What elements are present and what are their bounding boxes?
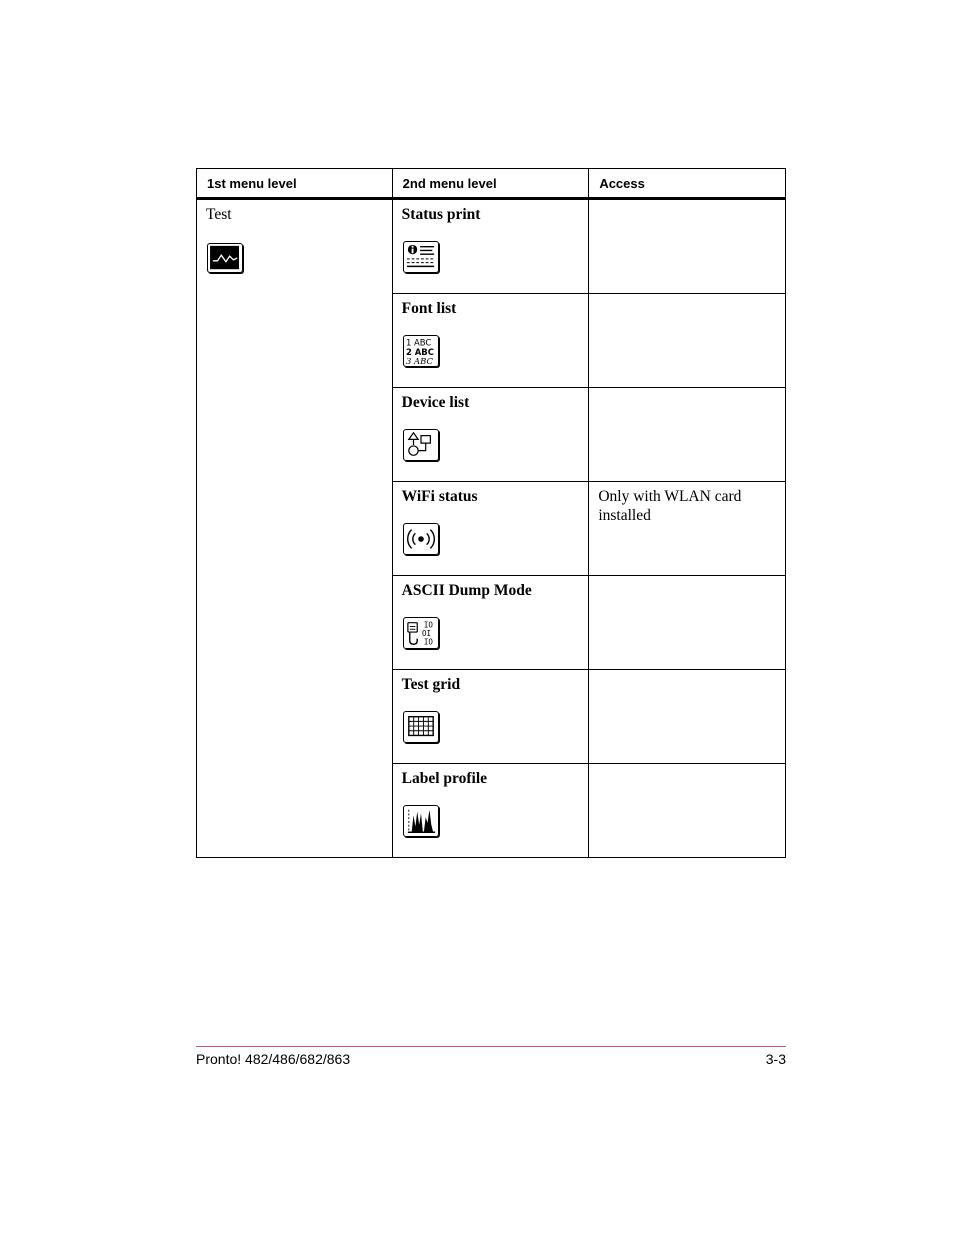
second-level-cell	[392, 388, 589, 482]
svg-text:IO: IO	[423, 620, 433, 630]
svg-text:OI: OI	[421, 628, 431, 638]
table-header-row	[197, 169, 786, 199]
header-1st-menu-level: 1st menu level	[197, 169, 393, 199]
second-level-cell	[392, 294, 589, 388]
second-level-label: Test grid	[401, 676, 461, 693]
svg-text:IO: IO	[423, 637, 433, 647]
access-cell	[589, 199, 786, 294]
second-level-cell	[392, 199, 589, 294]
second-level-cell	[392, 670, 589, 764]
footer-page-number: 3-3	[765, 1051, 786, 1067]
ascii-dump-icon	[403, 617, 439, 649]
second-level-label: WiFi status	[401, 488, 478, 505]
second-level-cell	[392, 764, 589, 858]
access-cell	[589, 294, 786, 388]
wifi-status-icon	[403, 523, 439, 555]
header-access: Access	[589, 169, 786, 199]
second-level-label: ASCII Dump Mode	[401, 582, 532, 599]
access-text: Only with WLAN card installed	[598, 488, 742, 524]
menu-table	[196, 168, 786, 858]
second-level-label: Status print	[401, 206, 481, 223]
svg-text:1 ABC: 1 ABC	[405, 337, 431, 348]
test-grid-icon	[403, 711, 439, 743]
waveform-icon	[207, 243, 243, 273]
access-cell	[589, 576, 786, 670]
second-level-cell	[392, 576, 589, 670]
access-cell	[589, 670, 786, 764]
access-cell	[589, 764, 786, 858]
font-list-icon	[403, 335, 439, 367]
footer-product: Pronto! 482/486/682/863	[196, 1051, 351, 1067]
second-level-cell	[392, 482, 589, 576]
label-profile-icon	[403, 805, 439, 837]
second-level-label: Label profile	[401, 770, 488, 787]
second-level-label: Font list	[401, 300, 457, 317]
second-level-label: Device list	[401, 394, 470, 411]
access-cell	[589, 482, 786, 576]
status-print-icon	[403, 241, 439, 273]
header-2nd-menu-level: 2nd menu level	[392, 169, 589, 199]
first-level-label: Test	[206, 206, 232, 223]
first-level-cell	[197, 199, 393, 858]
device-list-icon	[403, 429, 439, 461]
footer-rule	[196, 1046, 786, 1047]
svg-text:2 ABC: 2 ABC	[405, 346, 434, 357]
access-cell	[589, 388, 786, 482]
svg-text:3 ABC: 3 ABC	[405, 356, 433, 366]
table-row	[197, 199, 786, 294]
